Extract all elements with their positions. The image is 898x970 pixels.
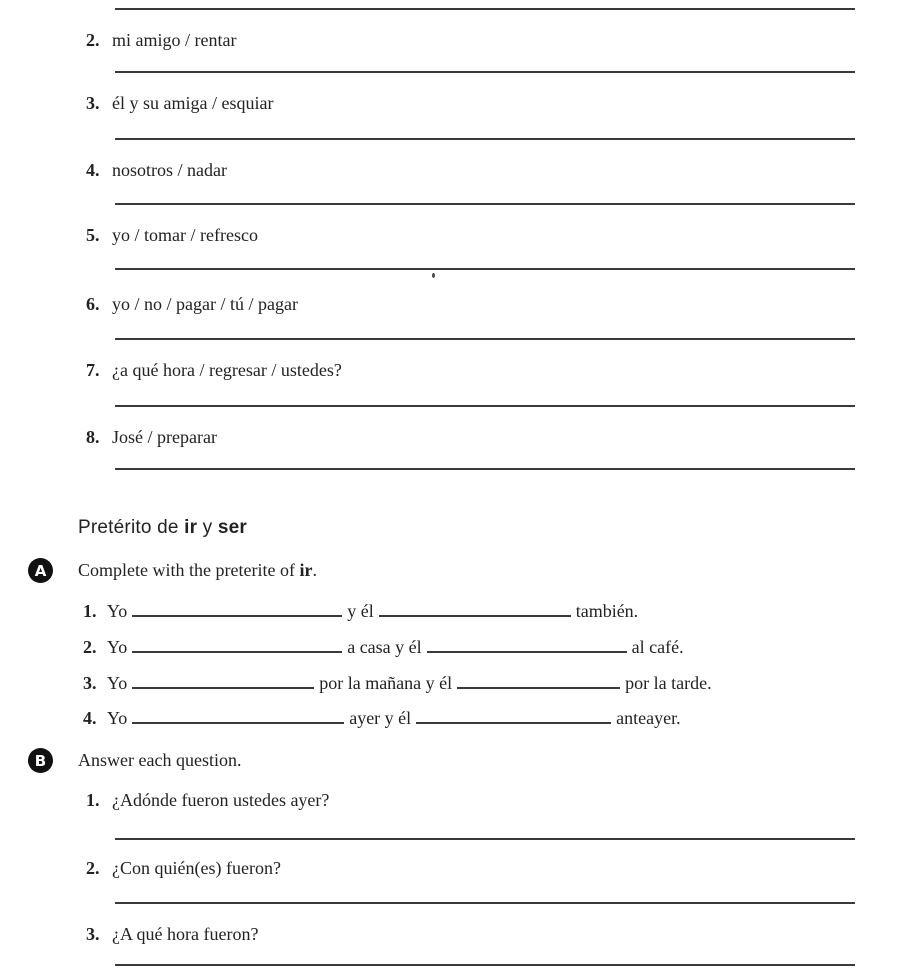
exercise-item-7 xyxy=(86,359,898,381)
item-mid-text: ayer y él xyxy=(349,708,412,728)
item-text: él y su amiga / esquiar xyxy=(112,93,274,113)
exercise-item-5 xyxy=(86,224,898,246)
item-number: 1. xyxy=(86,790,100,810)
item-number: 7. xyxy=(86,360,100,380)
exercise-item-6 xyxy=(86,293,898,315)
part-a-instruction-suffix: . xyxy=(312,560,317,580)
question-text: ¿A qué hora fueron? xyxy=(112,924,259,944)
item-end-text: al café. xyxy=(631,637,684,657)
part-a-item-4 xyxy=(83,707,898,729)
item-text: mi amigo / rentar xyxy=(112,30,237,50)
part-a-item-1 xyxy=(83,600,898,622)
part-a-header xyxy=(34,557,898,583)
part-a-item-2 xyxy=(83,636,898,658)
item-end-text: también. xyxy=(575,601,639,621)
answer-line xyxy=(115,8,855,10)
part-b-question-2 xyxy=(86,857,898,879)
item-number: 2. xyxy=(86,30,100,50)
answer-line xyxy=(115,468,855,470)
item-pre-text: Yo xyxy=(107,708,128,728)
question-text: ¿Adónde fueron ustedes ayer? xyxy=(112,790,330,810)
part-b-instruction: Answer each question. xyxy=(78,750,242,770)
fill-blank xyxy=(132,645,342,653)
answer-line xyxy=(115,268,855,270)
item-number: 3. xyxy=(86,93,100,113)
fill-blank xyxy=(427,645,627,653)
fill-blank xyxy=(379,609,571,617)
fill-blank xyxy=(132,681,314,689)
part-a-badge: A xyxy=(28,558,53,583)
answer-line xyxy=(115,902,855,904)
exercise-item-4 xyxy=(86,159,898,181)
answer-line xyxy=(115,964,855,966)
item-text: yo / no / pagar / tú / pagar xyxy=(112,294,298,314)
item-end-text: anteayer. xyxy=(616,708,681,728)
question-text: ¿Con quién(es) fueron? xyxy=(112,858,281,878)
part-b-question-1 xyxy=(86,789,898,811)
answer-line xyxy=(115,138,855,140)
item-number: 3. xyxy=(86,924,100,944)
part-b-header xyxy=(34,747,898,773)
fill-blank xyxy=(457,681,620,689)
item-text: ¿a qué hora / regresar / ustedes? xyxy=(112,360,342,380)
answer-line xyxy=(115,405,855,407)
fill-blank xyxy=(132,609,342,617)
heading-prefix: Pretérito de xyxy=(78,517,185,538)
heading-verb-ir: ir xyxy=(184,517,198,538)
item-text: yo / tomar / refresco xyxy=(112,225,258,245)
part-a-instruction-verb: ir xyxy=(299,560,313,580)
part-b-badge: B xyxy=(28,748,53,773)
item-pre-text: Yo xyxy=(107,637,128,657)
item-number: 8. xyxy=(86,427,100,447)
fill-blank xyxy=(416,716,611,724)
exercise-item-2 xyxy=(86,29,898,51)
item-number: 6. xyxy=(86,294,100,314)
part-a-instruction-prefix: Complete with the preterite of xyxy=(78,560,300,580)
answer-line xyxy=(115,838,855,840)
item-mid-text: y él xyxy=(347,601,374,621)
item-number: 4. xyxy=(83,708,97,728)
heading-conjunction: y xyxy=(197,517,218,538)
item-text: nosotros / nadar xyxy=(112,160,227,180)
answer-line xyxy=(115,203,855,205)
part-b-question-3 xyxy=(86,923,898,945)
item-number: 5. xyxy=(86,225,100,245)
heading-verb-ser: ser xyxy=(217,517,247,538)
item-end-text: por la tarde. xyxy=(625,673,712,693)
part-a-item-3 xyxy=(83,672,898,694)
answer-line xyxy=(115,338,855,340)
fill-blank xyxy=(132,716,344,724)
item-number: 2. xyxy=(83,637,97,657)
item-number: 4. xyxy=(86,160,100,180)
answer-line xyxy=(115,71,855,73)
item-number: 3. xyxy=(83,673,97,693)
item-number: 2. xyxy=(86,858,100,878)
ink-speck xyxy=(432,273,435,278)
item-text: José / preparar xyxy=(112,427,217,447)
exercise-item-3 xyxy=(86,92,898,114)
item-mid-text: a casa y él xyxy=(347,637,422,657)
item-pre-text: Yo xyxy=(107,673,128,693)
item-pre-text: Yo xyxy=(107,601,128,621)
item-number: 1. xyxy=(83,601,97,621)
section-heading xyxy=(78,515,898,541)
exercise-item-8 xyxy=(86,426,898,448)
item-mid-text: por la mañana y él xyxy=(319,673,453,693)
